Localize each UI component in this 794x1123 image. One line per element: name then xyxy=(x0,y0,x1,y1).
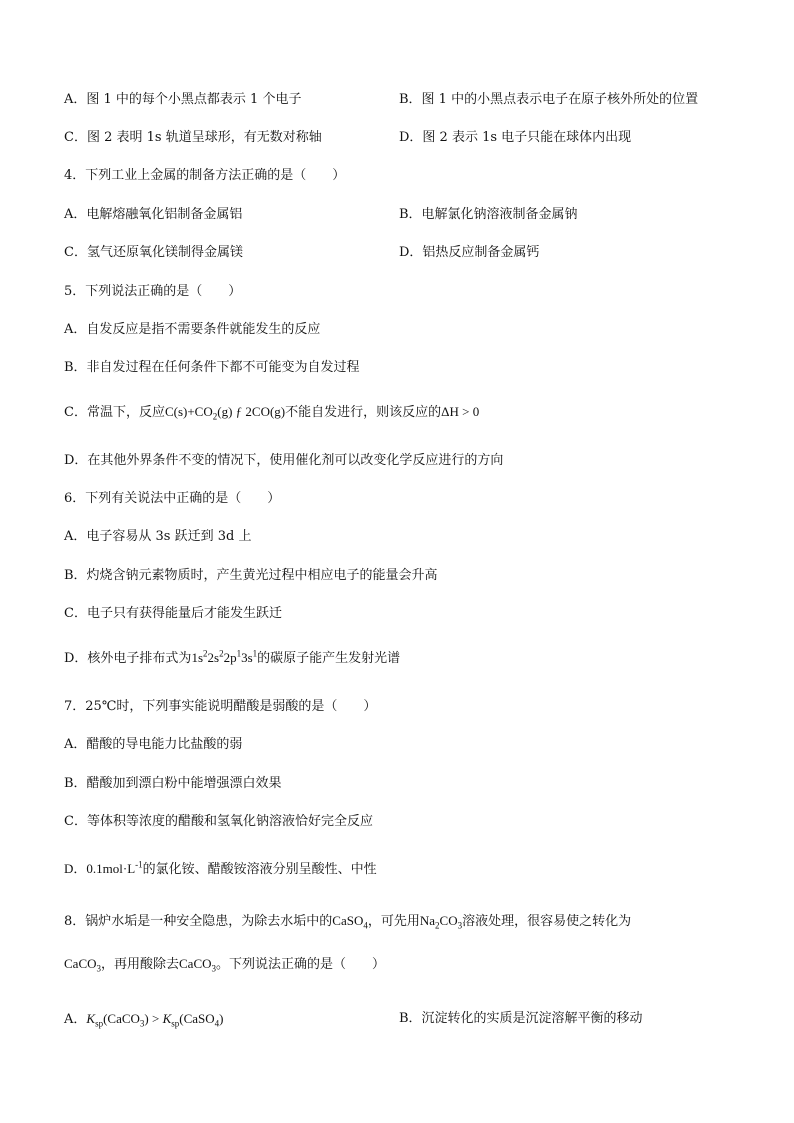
q6-d-suffix: 的碳原子能产生发射光谱 xyxy=(257,651,401,666)
q5-stem: 5．下列说法正确的是（ ） xyxy=(64,284,242,299)
q5-option-d: D．在其他外界条件不变的情况下，使用催化剂可以改变化学反应进行的方向 xyxy=(64,453,504,468)
q8-na2co3: $Na_2CO_3$ xyxy=(419,913,463,931)
q7-option-d xyxy=(64,860,377,879)
q8-a-expression: $K_{sp}(CaCO_3)$ > $K_{sp}(CaSO_4)$ xyxy=(86,1011,224,1029)
q3-option-d: D．图 2 表示 1s 电子只能在球体内出现 xyxy=(399,130,632,145)
q5-c-equation xyxy=(164,404,286,422)
q8-stem-2: ，可先用 xyxy=(367,914,420,929)
q3-option-c: C．图 2 表明 1s 轨道呈球形，有无数对称轴 xyxy=(64,130,322,145)
q6-d-configuration: $1s^22s^22p^13s^1$ xyxy=(191,648,258,665)
q5-option-b: B．非自发过程在任何条件下都不可能变为自发过程 xyxy=(64,360,360,375)
q4-option-d: D．铝热反应制备金属钙 xyxy=(399,245,540,260)
q4-option-c: C．氢气还原氧化镁制得金属镁 xyxy=(64,245,243,260)
q4-option-a: A．电解熔融氧化铝制备金属铝 xyxy=(64,207,243,222)
q5-c-eq-right: (g) ƒ 2CO(g) xyxy=(217,404,286,419)
q3-option-a: A．图 1 中的每个小黑点都表示 1 个电子 xyxy=(64,92,302,107)
q8-stem-5: 。下列说法正确的是（ ） xyxy=(216,957,386,972)
q5-option-c xyxy=(64,403,479,422)
q8-caso4: CaSO$_4$ xyxy=(332,913,368,931)
q6-stem: 6．下列有关说法中正确的是（ ） xyxy=(64,491,281,506)
q4-option-b: B．电解氯化钠溶液制备金属钠 xyxy=(399,207,578,222)
q7-option-c: C．等体积等浓度的醋酸和氢氧化钠溶液恰好完全反应 xyxy=(64,814,373,829)
q7-d-sup: -1 xyxy=(135,859,143,870)
q5-c-prefix: C．常温下，反应 xyxy=(64,405,165,420)
q5-c-eq-left: C(s)+CO xyxy=(164,404,213,419)
q8-a-prefix: A． xyxy=(64,1012,87,1027)
q8-stem-line2 xyxy=(64,955,385,974)
q4-stem: 4．下列工业上金属的制备方法正确的是（ ） xyxy=(64,168,346,183)
q5-c-delta: ΔH > 0 xyxy=(441,404,480,419)
q7-option-b: B．醋酸加到漂白粉中能增强漂白效果 xyxy=(64,776,282,791)
q7-d-prefix: D．0.1mol·L xyxy=(64,861,136,876)
q5-option-a: A．自发反应是指不需要条件就能发生的反应 xyxy=(64,322,321,337)
q6-option-c: C．电子只有获得能量后才能发生跃迁 xyxy=(64,606,282,621)
q5-c-eq-sub: 2 xyxy=(212,411,218,422)
q7-stem: 7．25℃时，下列事实能说明醋酸是弱酸的是（ ） xyxy=(64,699,377,714)
q7-option-a: A．醋酸的导电能力比盐酸的弱 xyxy=(64,737,243,752)
q8-stem-1: 8．锅炉水垢是一种安全隐患，为除去水垢中的 xyxy=(64,914,333,929)
q6-option-b: B．灼烧含钠元素物质时，产生黄光过程中相应电子的能量会升高 xyxy=(64,568,438,583)
q8-stem-4: ，再用酸除去 xyxy=(101,957,180,972)
q6-option-d xyxy=(64,649,400,668)
q8-stem-3: 溶液处理，很容易使之转化为 xyxy=(462,914,632,929)
q8-option-b: B．沉淀转化的实质是沉淀溶解平衡的移动 xyxy=(399,1011,643,1026)
q8-caco3-a: CaCO$_3$ xyxy=(64,956,101,974)
q6-option-a: A．电子容易从 3s 跃迁到 3d 上 xyxy=(64,529,252,544)
q6-d-prefix: D．核外电子排布式为 xyxy=(64,651,192,666)
q7-d-suffix: 的氯化铵、醋酸铵溶液分别呈酸性、中性 xyxy=(142,862,377,877)
q5-c-mid: 不能自发进行，则该反应的 xyxy=(285,405,442,420)
q8-caco3-b: CaCO$_3$ xyxy=(179,956,217,974)
q8-option-a xyxy=(64,1010,224,1029)
q3-option-b: B．图 1 中的小黑点表示电子在原子核外所处的位置 xyxy=(399,92,699,107)
q8-stem-line1 xyxy=(64,912,631,931)
